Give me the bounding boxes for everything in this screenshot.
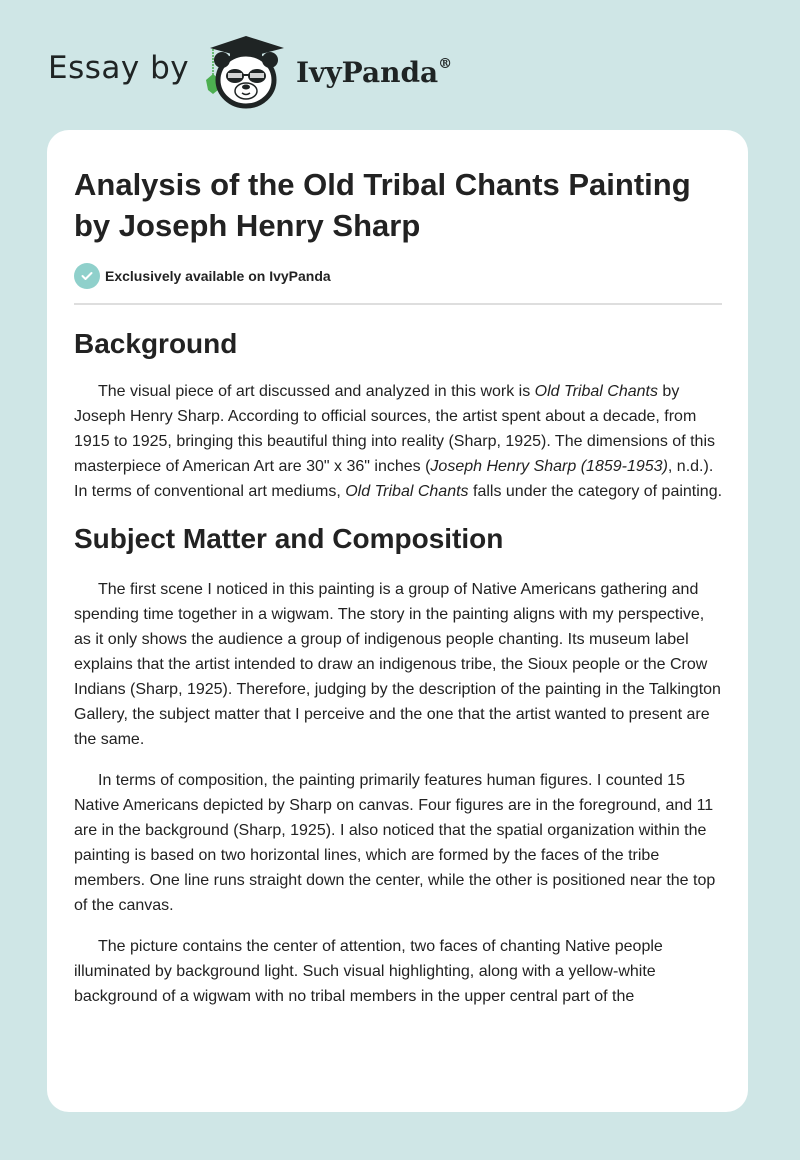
section-heading-subject-matter: Subject Matter and Composition: [74, 523, 504, 554]
essay-body: [74, 326, 724, 1025]
registered-mark: ®: [438, 55, 453, 72]
text-segment: The visual piece of art discussed and analyzed in this work is: [98, 383, 535, 400]
essay-card: [47, 130, 748, 1112]
background-paragraph: [74, 379, 724, 504]
panda-graduate-icon[interactable]: [200, 34, 292, 110]
citation-italic: Joseph Henry Sharp (1859-1953): [430, 458, 668, 475]
divider: [74, 303, 722, 305]
subject-paragraph-3: The picture contains the center of attention, two faces of chanting Native people illuminated by background light. Such visual highlighting, along with a yellow-white background of a wigwam with no tribal members in the upper central part of the: [74, 938, 663, 1005]
section-heading-background: Background: [74, 328, 238, 359]
check-circle-icon: [74, 263, 100, 289]
text-segment: by Joseph Henry Sharp. According to official sources, the artist spent about a decade, from 1915 to 1925, bringing this beautiful thing into reality (Sharp, 1925). The dimensions of this masterpiece of American Art are 30" x 36" inches (: [74, 383, 715, 475]
brand-name[interactable]: [296, 56, 452, 89]
brand-text: IvyPanda: [296, 56, 439, 89]
page-title: Analysis of the Old Tribal Chants Painting by Joseph Henry Sharp: [74, 167, 691, 243]
artwork-title-italic: Old Tribal Chants: [345, 483, 469, 500]
text-segment: falls under the category of painting.: [468, 483, 723, 500]
text-segment: , n.d.). In terms of conventional art mediums,: [74, 458, 714, 500]
subject-paragraph-2: In terms of composition, the painting primarily features human figures. I counted 15 Native Americans depicted by Sharp on canvas. Four figures are in the foreground, and 11 are in the background (Sharp, 1925). I also noticed that the spatial organization within the painting is based on two horizontal lines, which are formed by the faces of the tribe members. One line runs straight down the center, while the other is positioned near the top of the canvas.: [74, 772, 716, 914]
essay-by-label: Essay by: [48, 50, 190, 86]
exclusive-badge: [74, 263, 331, 289]
site-header: [0, 0, 800, 130]
artwork-title-italic: Old Tribal Chants: [534, 383, 658, 400]
subject-paragraph-1: The first scene I noticed in this painting is a group of Native Americans gathering and spending time together in a wigwam. The story in the painting aligns with my perspective, as it only shows the audience a group of indigenous people chanting. Its museum label explains that the artist intended to draw an indigenous tribe, the Sioux people or the Crow Indians (Sharp, 1925). Therefore, judging by the description of the painting in the Talkington Gallery, the subject matter that I perceive and the one that the artist wanted to present are the same.: [74, 581, 721, 748]
badge-text: Exclusively available on IvyPanda: [105, 268, 331, 284]
